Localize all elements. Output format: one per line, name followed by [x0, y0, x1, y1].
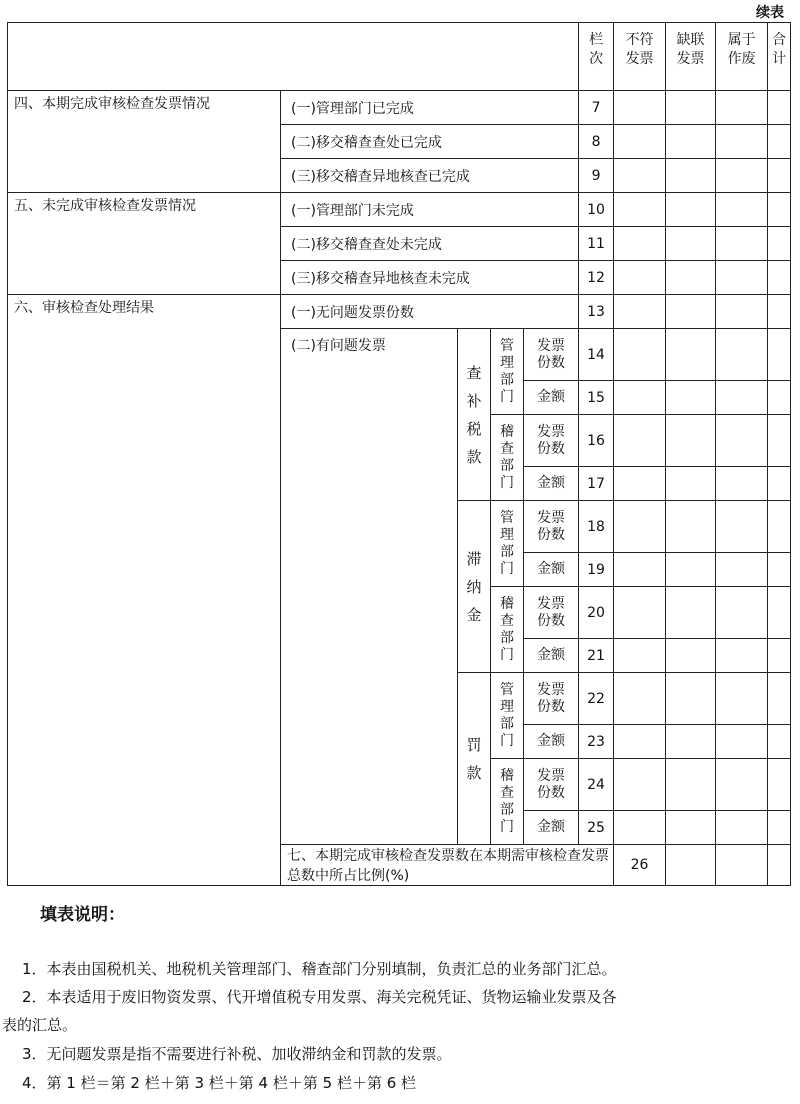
measure-label [524, 553, 579, 587]
dept-label-text: 管理部门 [500, 337, 514, 405]
measure-label [524, 329, 579, 381]
item-label: (一)无问题发票份数 [281, 295, 579, 329]
cell-bufu[interactable] [614, 725, 666, 759]
row-number: 12 [579, 261, 614, 295]
group-label [458, 501, 491, 673]
dept-label [491, 329, 524, 415]
cell-bufu[interactable] [614, 415, 666, 467]
cell-quelian[interactable] [666, 759, 716, 811]
dept-label [491, 673, 524, 759]
cell-heji[interactable] [768, 415, 791, 467]
item-label: (二)移交稽查查处已完成 [281, 125, 579, 159]
item-label: (三)移交稽查异地核查未完成 [281, 261, 579, 295]
cell-bufu[interactable] [614, 227, 666, 261]
cell-bufu[interactable] [614, 467, 666, 501]
cell-bufu[interactable] [614, 329, 666, 381]
row-number: 7 [579, 91, 614, 125]
row-number: 17 [579, 467, 614, 501]
row-number: 25 [579, 811, 614, 845]
cell-quelian[interactable] [666, 673, 716, 725]
cell-heji[interactable] [768, 159, 791, 193]
measure-label-text: 金额 [537, 475, 566, 491]
cell-quelian[interactable] [666, 261, 716, 295]
cell-bufu[interactable] [614, 261, 666, 295]
cell-zuofei[interactable] [716, 639, 768, 673]
header-heji [768, 23, 791, 91]
cell-zuofei[interactable] [716, 811, 768, 845]
cell-bufu[interactable] [614, 381, 666, 415]
notes-title: 填表说明： [40, 905, 125, 925]
cell-zuofei[interactable] [716, 125, 768, 159]
header-quelian-text: 缺联发票 [676, 32, 705, 67]
measure-label [524, 725, 579, 759]
row-number: 21 [579, 639, 614, 673]
cell-zuofei[interactable] [716, 553, 768, 587]
dept-label [491, 587, 524, 673]
table-row [8, 91, 791, 125]
cell-zuofei[interactable] [716, 725, 768, 759]
group-label-text: 滞纳金 [466, 549, 482, 624]
cell-bufu[interactable] [614, 673, 666, 725]
measure-label [524, 587, 579, 639]
cell-bufu[interactable] [614, 125, 666, 159]
header-zuofei-text: 属于作废 [727, 32, 756, 67]
cell-bufu[interactable] [614, 159, 666, 193]
cell-quelian[interactable] [666, 125, 716, 159]
cell-zuofei[interactable] [716, 759, 768, 811]
measure-label [524, 381, 579, 415]
dept-label-text: 管理部门 [500, 509, 514, 577]
measure-label-text: 发票份数 [537, 509, 566, 543]
header-lanci [579, 23, 614, 91]
measure-label-text: 发票份数 [537, 767, 566, 801]
note-line-5: 4．第 1 栏＝第 2 栏＋第 3 栏＋第 4 栏＋第 5 栏＋第 6 栏 [22, 1074, 417, 1092]
group-label [458, 329, 491, 501]
dept-label [491, 415, 524, 501]
row-number: 9 [579, 159, 614, 193]
cell-zuofei[interactable] [768, 845, 791, 886]
measure-label-text: 发票份数 [537, 337, 566, 371]
cell-quelian[interactable] [666, 159, 716, 193]
measure-label-text: 金额 [537, 389, 566, 405]
row-number: 24 [579, 759, 614, 811]
dept-label-text: 管理部门 [500, 681, 514, 749]
dept-label-text: 稽查部门 [500, 767, 514, 835]
note-line-2: 2．本表适用于废旧物资发票、代开增值税专用发票、海关完税凭证、货物运输业发票及各 [22, 988, 617, 1006]
header-row [8, 23, 791, 91]
cell-bufu[interactable] [614, 553, 666, 587]
cell-heji[interactable] [768, 759, 791, 811]
row-number: 15 [579, 381, 614, 415]
measure-label [524, 673, 579, 725]
row-number: 20 [579, 587, 614, 639]
row-number: 19 [579, 553, 614, 587]
cell-zuofei[interactable] [716, 501, 768, 553]
row-number: 26 [614, 845, 666, 886]
cell-heji[interactable] [768, 725, 791, 759]
cell-bufu[interactable] [614, 501, 666, 553]
measure-label-text: 发票份数 [537, 423, 566, 457]
cell-heji[interactable] [768, 91, 791, 125]
group-label-text: 罚款 [466, 735, 482, 782]
header-quelian [666, 23, 716, 91]
cell-quelian[interactable] [666, 587, 716, 639]
header-lanci-text: 栏次 [589, 32, 604, 67]
cell-quelian[interactable] [716, 845, 768, 886]
header-bufu [614, 23, 666, 91]
cell-heji[interactable] [768, 261, 791, 295]
row-number: 11 [579, 227, 614, 261]
section-label: 七、本期完成审核检查发票数在本期需审核检查发票总数中所占比例(%) [281, 845, 614, 886]
item-label: (一)管理部门未完成 [281, 193, 579, 227]
cell-bufu[interactable] [614, 587, 666, 639]
cell-quelian[interactable] [666, 553, 716, 587]
cell-zuofei[interactable] [716, 91, 768, 125]
dept-label [491, 759, 524, 845]
cell-quelian[interactable] [666, 227, 716, 261]
measure-label [524, 811, 579, 845]
cell-heji[interactable] [768, 587, 791, 639]
note-line-1: 1．本表由国税机关、地税机关管理部门、稽查部门分别填制，负责汇总的业务部门汇总。 [22, 960, 617, 978]
cell-heji[interactable] [768, 193, 791, 227]
cell-bufu[interactable] [614, 811, 666, 845]
row-number: 14 [579, 329, 614, 381]
measure-label-text: 金额 [537, 647, 566, 663]
header-bufu-text: 不符发票 [625, 32, 654, 67]
cell-bufu[interactable] [666, 845, 716, 886]
measure-label [524, 467, 579, 501]
cell-zuofei[interactable] [716, 415, 768, 467]
item-label: (一)管理部门已完成 [281, 91, 579, 125]
cell-bufu[interactable] [614, 639, 666, 673]
invoice-review-table [7, 22, 791, 886]
section-label: 六、审核检查处理结果 [8, 295, 281, 886]
section-label: 五、未完成审核检查发票情况 [8, 193, 281, 295]
header-heji-text: 合计 [772, 32, 787, 67]
cell-quelian[interactable] [666, 639, 716, 673]
item-label: (二)移交稽查查处未完成 [281, 227, 579, 261]
cell-zuofei[interactable] [716, 329, 768, 381]
cell-quelian[interactable] [666, 91, 716, 125]
measure-label [524, 501, 579, 553]
cell-zuofei[interactable] [716, 227, 768, 261]
note-line-4: 3．无问题发票是指不需要进行补税、加收滞纳金和罚款的发票。 [22, 1045, 452, 1063]
measure-label [524, 415, 579, 467]
cell-bufu[interactable] [614, 295, 666, 329]
cell-quelian[interactable] [666, 501, 716, 553]
header-blank [8, 23, 579, 91]
measure-label [524, 759, 579, 811]
cell-heji[interactable] [768, 125, 791, 159]
measure-label-text: 发票份数 [537, 681, 566, 715]
cell-zuofei[interactable] [716, 587, 768, 639]
measure-label [524, 639, 579, 673]
cell-zuofei[interactable] [716, 261, 768, 295]
group-label-text: 查补税款 [466, 363, 482, 466]
header-zuofei [716, 23, 768, 91]
measure-label-text: 金额 [537, 561, 566, 577]
cell-zuofei[interactable] [716, 159, 768, 193]
measure-label-text: 发票份数 [537, 595, 566, 629]
cell-quelian[interactable] [666, 329, 716, 381]
cell-quelian[interactable] [666, 467, 716, 501]
cell-quelian[interactable] [666, 811, 716, 845]
cell-heji[interactable] [768, 673, 791, 725]
row-number: 16 [579, 415, 614, 467]
row-number: 8 [579, 125, 614, 159]
cell-zuofei[interactable] [716, 295, 768, 329]
dept-label [491, 501, 524, 587]
cell-heji[interactable] [768, 467, 791, 501]
cell-quelian[interactable] [666, 295, 716, 329]
measure-label-text: 金额 [537, 819, 566, 835]
row-number: 18 [579, 501, 614, 553]
row-number: 10 [579, 193, 614, 227]
cell-heji[interactable] [768, 553, 791, 587]
cell-quelian[interactable] [666, 381, 716, 415]
cell-bufu[interactable] [614, 91, 666, 125]
cell-bufu[interactable] [614, 759, 666, 811]
row-number: 23 [579, 725, 614, 759]
cell-zuofei[interactable] [716, 193, 768, 227]
cell-heji[interactable] [768, 639, 791, 673]
cell-quelian[interactable] [666, 193, 716, 227]
cell-zuofei[interactable] [716, 467, 768, 501]
cell-heji[interactable] [768, 811, 791, 845]
cell-heji[interactable] [768, 227, 791, 261]
issue-label: (二)有问题发票 [281, 329, 458, 845]
cell-heji[interactable] [768, 329, 791, 381]
dept-label-text: 稽查部门 [500, 595, 514, 663]
measure-label-text: 金额 [537, 733, 566, 749]
cell-zuofei[interactable] [716, 381, 768, 415]
section-label: 四、本期完成审核检查发票情况 [8, 91, 281, 193]
cell-quelian[interactable] [666, 725, 716, 759]
item-label: (三)移交稽查异地核查已完成 [281, 159, 579, 193]
cell-heji[interactable] [768, 381, 791, 415]
row-number: 13 [579, 295, 614, 329]
group-label [458, 673, 491, 845]
table-row [8, 295, 791, 329]
continued-label: 续表 [756, 5, 784, 21]
note-line-3: 表的汇总。 [2, 1016, 78, 1034]
dept-label-text: 稽查部门 [500, 423, 514, 491]
row-number: 22 [579, 673, 614, 725]
cell-heji[interactable] [768, 295, 791, 329]
table-row [8, 193, 791, 227]
cell-quelian[interactable] [666, 415, 716, 467]
cell-heji[interactable] [768, 501, 791, 553]
cell-bufu[interactable] [614, 193, 666, 227]
cell-zuofei[interactable] [716, 673, 768, 725]
